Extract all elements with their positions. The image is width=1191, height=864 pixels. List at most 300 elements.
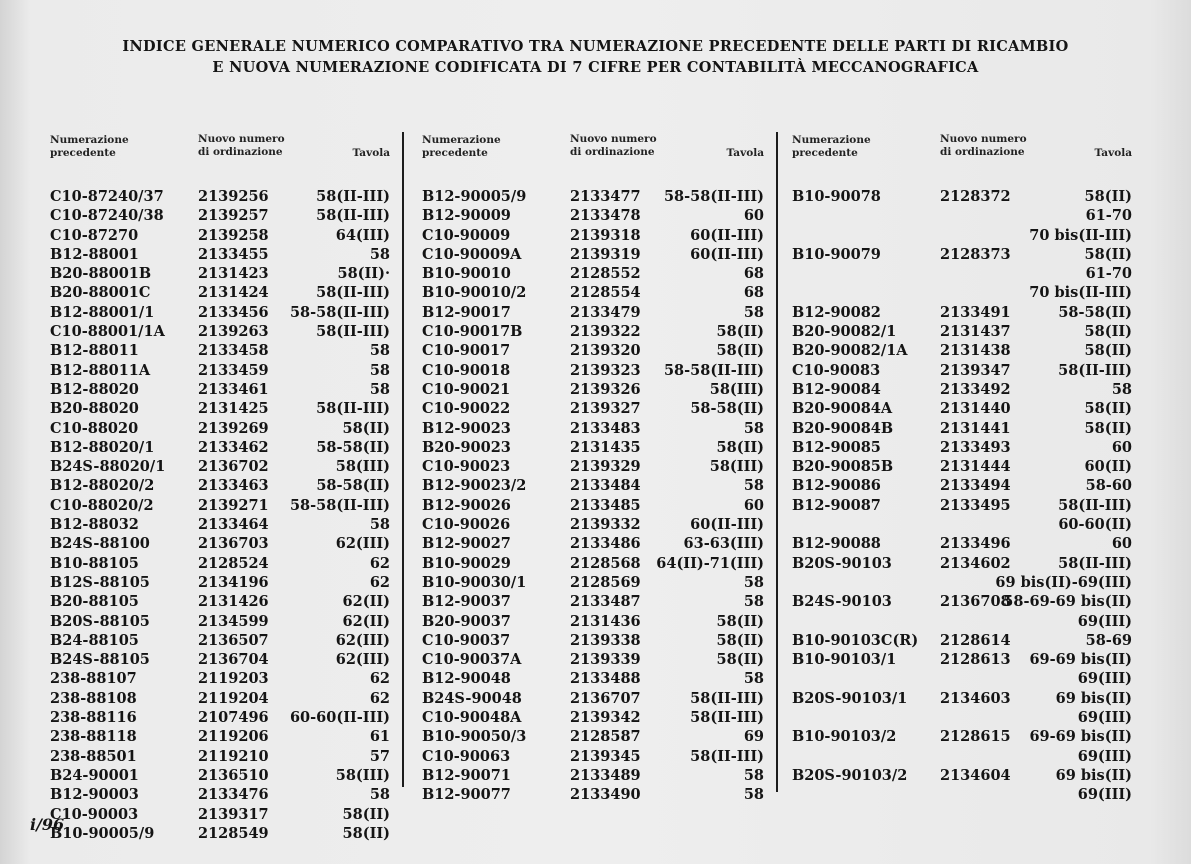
new-number-cell: 2128372 — [940, 188, 1011, 205]
table-reference-cell: 58 — [743, 477, 764, 495]
table-reference-cell: 58(II-III) — [690, 747, 764, 765]
table-reference-cell: 58-58(II-III) — [663, 361, 764, 379]
table-row — [422, 708, 764, 727]
table-reference-cell: 58-58(II) — [690, 400, 764, 418]
table-row — [50, 457, 390, 476]
new-number-cell: 2133485 — [570, 496, 641, 514]
table-row — [422, 631, 764, 650]
index-column-1 — [50, 130, 390, 842]
index-column-2 — [422, 130, 764, 804]
index-column-3 — [792, 130, 1132, 804]
table-row — [422, 438, 764, 457]
table-reference-cell: 64(II)-71(III) — [656, 554, 764, 572]
previous-number-cell: B12-90088 — [792, 535, 881, 553]
table-reference-cell: 58 — [743, 573, 764, 591]
table-row — [422, 322, 764, 341]
table-row — [50, 206, 390, 225]
table-reference-cell: 60 — [1111, 438, 1132, 456]
header-table: Tavola — [1094, 147, 1132, 159]
previous-number-cell: B12-90026 — [422, 496, 511, 514]
table-reference-cell: 58-58(II-III) — [289, 303, 390, 321]
previous-number-cell: B24S-88100 — [50, 535, 150, 553]
table-reference-cell: 58 — [369, 342, 390, 360]
table-row — [50, 303, 390, 322]
previous-number-cell: B10-90079 — [792, 245, 881, 263]
new-number-cell: 2107496 — [198, 709, 269, 727]
index-rows — [792, 187, 1132, 805]
new-number-cell: 2139263 — [198, 323, 269, 341]
new-number-cell: 2139322 — [570, 323, 641, 341]
previous-number-cell: B20S-90103/1 — [792, 689, 908, 707]
column-header — [792, 130, 1132, 170]
table-row — [792, 187, 1132, 206]
table-row — [792, 708, 1132, 727]
table-reference-cell: 58(II-III) — [316, 207, 390, 225]
table-reference-cell: 64(III) — [335, 226, 390, 244]
new-number-cell: 2128568 — [570, 554, 641, 572]
previous-number-cell: B24S-90103 — [792, 593, 892, 611]
table-row — [50, 399, 390, 418]
previous-number-cell: B12-90087 — [792, 496, 881, 514]
previous-number-cell: B10-90103/1 — [792, 651, 897, 669]
new-number-cell: 2119203 — [198, 670, 269, 688]
previous-number-cell: B10-90010 — [422, 265, 511, 283]
previous-number-cell: B20-90085B — [792, 458, 894, 476]
table-row — [50, 689, 390, 708]
table-row — [792, 283, 1132, 302]
header-new-number: Nuovo numero di ordinazione — [940, 133, 1027, 158]
table-reference-cell: 58(II) — [716, 651, 764, 669]
new-number-cell: 2133458 — [198, 342, 269, 360]
table-reference-cell: 58-58(II-III) — [289, 496, 390, 514]
previous-number-cell: B12-88001/1 — [50, 303, 155, 321]
table-reference-cell: 58(II)· — [337, 265, 390, 283]
table-reference-cell: 69(III) — [1077, 670, 1132, 688]
previous-number-cell: B10-90029 — [422, 554, 511, 572]
header-new-number: Nuovo numero di ordinazione — [198, 133, 285, 158]
previous-number-cell: B20S-90103/2 — [792, 766, 908, 784]
previous-number-cell: B12-88020/1 — [50, 438, 155, 456]
new-number-cell: 2139327 — [570, 400, 641, 418]
previous-number-cell: C10-88020/2 — [50, 496, 154, 514]
table-row — [422, 515, 764, 534]
table-reference-cell: 69 bis(II) — [1055, 689, 1132, 707]
table-row — [50, 573, 390, 592]
new-number-cell: 2136708 — [940, 593, 1011, 611]
previous-number-cell: B10-90103C(R) — [792, 631, 919, 649]
previous-number-cell: B20-88001C — [50, 284, 151, 302]
previous-number-cell: C10-87240/37 — [50, 188, 164, 205]
new-number-cell: 2139257 — [198, 207, 269, 225]
new-number-cell: 2128614 — [940, 631, 1011, 649]
new-number-cell: 2139347 — [940, 361, 1011, 379]
table-reference-cell: 58 — [369, 245, 390, 263]
table-row — [792, 515, 1132, 534]
previous-number-cell: B12-90077 — [422, 786, 511, 804]
table-row — [422, 766, 764, 785]
previous-number-cell: B12-88020 — [50, 380, 139, 398]
table-reference-cell: 58-58(II) — [316, 477, 390, 495]
previous-number-cell: B12-88011A — [50, 361, 151, 379]
table-row — [792, 650, 1132, 669]
table-row — [792, 438, 1132, 457]
new-number-cell: 2119204 — [198, 689, 269, 707]
table-reference-cell: 58 — [1111, 380, 1132, 398]
table-reference-cell: 62(II) — [342, 593, 390, 611]
previous-number-cell: B12-90037 — [422, 593, 511, 611]
previous-number-cell: B12-90071 — [422, 766, 511, 784]
new-number-cell: 2128554 — [570, 284, 641, 302]
column-header — [50, 130, 390, 170]
table-reference-cell: 63-63(III) — [683, 535, 764, 553]
table-reference-cell: 58(II) — [716, 631, 764, 649]
table-reference-cell: 60(II-III) — [690, 516, 764, 534]
new-number-cell: 2136703 — [198, 535, 269, 553]
table-row — [50, 592, 390, 611]
new-number-cell: 2133488 — [570, 670, 641, 688]
new-number-cell: 2128524 — [198, 554, 269, 572]
table-row — [792, 669, 1132, 688]
column-divider — [402, 132, 404, 787]
header-previous-number: Numerazione precedente — [422, 134, 501, 159]
new-number-cell: 2134603 — [940, 689, 1011, 707]
new-number-cell: 2128587 — [570, 728, 641, 746]
table-row — [50, 515, 390, 534]
new-number-cell: 2133487 — [570, 593, 641, 611]
previous-number-cell: C10-90017B — [422, 323, 523, 341]
table-row — [50, 554, 390, 573]
previous-number-cell: B12-88011 — [50, 342, 139, 360]
table-row — [50, 708, 390, 727]
table-reference-cell: 61-70 — [1085, 265, 1132, 283]
new-number-cell: 2133477 — [570, 188, 641, 205]
table-row — [422, 612, 764, 631]
previous-number-cell: C10-88001/1A — [50, 323, 165, 341]
table-row — [792, 612, 1132, 631]
new-number-cell: 2131426 — [198, 593, 269, 611]
table-row — [50, 534, 390, 553]
table-row — [792, 264, 1132, 283]
previous-number-cell: C10-90021 — [422, 380, 511, 398]
previous-number-cell: C10-90037 — [422, 631, 511, 649]
table-reference-cell: 60(II) — [1084, 458, 1132, 476]
table-reference-cell: 62(II) — [342, 612, 390, 630]
table-row — [50, 612, 390, 631]
table-row — [422, 226, 764, 245]
page-number: i/96 — [30, 815, 65, 834]
table-row — [792, 747, 1132, 766]
new-number-cell: 2119206 — [198, 728, 269, 746]
new-number-cell: 2139345 — [570, 747, 641, 765]
previous-number-cell: B20-90084B — [792, 419, 894, 437]
previous-number-cell: B20-90037 — [422, 612, 511, 630]
new-number-cell: 2136510 — [198, 766, 269, 784]
new-number-cell: 2128569 — [570, 573, 641, 591]
table-reference-cell: 58-60 — [1085, 477, 1132, 495]
new-number-cell: 2133494 — [940, 477, 1011, 495]
new-number-cell: 2133478 — [570, 207, 641, 225]
new-number-cell: 2133464 — [198, 516, 269, 534]
previous-number-cell: 238-88118 — [50, 728, 137, 746]
table-row — [422, 341, 764, 360]
page-title — [0, 36, 1191, 78]
table-reference-cell: 68 — [743, 284, 764, 302]
previous-number-cell: B12-90023/2 — [422, 477, 527, 495]
table-row — [50, 766, 390, 785]
table-row — [792, 361, 1132, 380]
table-reference-cell: 62(III) — [335, 631, 390, 649]
new-number-cell: 2133495 — [940, 496, 1011, 514]
table-reference-cell: 58 — [743, 766, 764, 784]
table-reference-cell: 62 — [369, 670, 390, 688]
new-number-cell: 2139338 — [570, 631, 641, 649]
table-reference-cell: 58 — [743, 670, 764, 688]
previous-number-cell: 238-88501 — [50, 747, 137, 765]
title-line-2: E NUOVA NUMERAZIONE CODIFICATA DI 7 CIFRE PER CONTABILITÀ MECCANOGRAFICA — [212, 59, 979, 76]
table-row — [422, 380, 764, 399]
table-reference-cell: 58(II-III) — [1058, 554, 1132, 572]
table-row — [422, 264, 764, 283]
table-row — [50, 805, 390, 824]
new-number-cell: 2133486 — [570, 535, 641, 553]
previous-number-cell: C10-90022 — [422, 400, 511, 418]
previous-number-cell: B24S-90048 — [422, 689, 522, 707]
new-number-cell: 2119210 — [198, 747, 269, 765]
table-row — [50, 747, 390, 766]
previous-number-cell: B10-88105 — [50, 554, 139, 572]
new-number-cell: 2128615 — [940, 728, 1011, 746]
table-reference-cell: 58(II) — [1084, 188, 1132, 205]
table-reference-cell: 58-58(II-III) — [663, 188, 764, 205]
previous-number-cell: 238-88108 — [50, 689, 137, 707]
table-reference-cell: 58(II) — [342, 805, 390, 823]
previous-number-cell: B20-90082/1 — [792, 323, 897, 341]
table-row — [792, 419, 1132, 438]
table-reference-cell: 58 — [743, 786, 764, 804]
previous-number-cell: B12-90017 — [422, 303, 511, 321]
table-row — [50, 245, 390, 264]
previous-number-cell: C10-90037A — [422, 651, 522, 669]
previous-number-cell: B12-90005/9 — [422, 188, 527, 205]
table-row — [792, 689, 1132, 708]
table-reference-cell: 58(II-III) — [1058, 361, 1132, 379]
table-reference-cell: 58(II) — [342, 824, 390, 842]
table-reference-cell: 70 bis(II-III) — [1029, 284, 1132, 302]
previous-number-cell: C10-87270 — [50, 226, 139, 244]
previous-number-cell: B24-88105 — [50, 631, 139, 649]
previous-number-cell: B24S-88105 — [50, 651, 150, 669]
new-number-cell: 2128613 — [940, 651, 1011, 669]
previous-number-cell: B10-90050/3 — [422, 728, 527, 746]
table-reference-cell: 69-69 bis(II) — [1029, 728, 1132, 746]
table-reference-cell: 58(II) — [1084, 245, 1132, 263]
table-reference-cell: 69 — [743, 728, 764, 746]
previous-number-cell: B20S-90103 — [792, 554, 892, 572]
table-row — [792, 457, 1132, 476]
new-number-cell: 2136507 — [198, 631, 269, 649]
table-row — [422, 727, 764, 746]
new-number-cell: 2131444 — [940, 458, 1011, 476]
header-table: Tavola — [352, 147, 390, 159]
table-reference-cell: 58(II) — [1084, 342, 1132, 360]
table-row — [422, 785, 764, 804]
column-divider — [776, 132, 778, 792]
table-reference-cell: 58(II) — [342, 419, 390, 437]
table-reference-cell: 58 — [743, 419, 764, 437]
header-previous-number: Numerazione precedente — [792, 134, 871, 159]
table-row — [50, 824, 390, 843]
table-row — [422, 573, 764, 592]
table-row — [792, 573, 1132, 592]
new-number-cell: 2133492 — [940, 380, 1011, 398]
table-reference-cell: 58(II-III) — [1058, 496, 1132, 514]
table-reference-cell: 60-60(II-III) — [289, 709, 390, 727]
table-reference-cell: 68 — [743, 265, 764, 283]
table-reference-cell: 62 — [369, 573, 390, 591]
table-reference-cell: 61 — [369, 728, 390, 746]
previous-number-cell: C10-88020 — [50, 419, 139, 437]
table-row — [50, 631, 390, 650]
table-row — [422, 399, 764, 418]
new-number-cell: 2133456 — [198, 303, 269, 321]
previous-number-cell: B10-90030/1 — [422, 573, 527, 591]
table-row — [792, 399, 1132, 418]
table-row — [50, 476, 390, 495]
previous-number-cell: B12-88020/2 — [50, 477, 155, 495]
table-row — [792, 554, 1132, 573]
table-reference-cell: 69 bis(II) — [1055, 766, 1132, 784]
previous-number-cell: B12-90086 — [792, 477, 881, 495]
previous-number-cell: B20-90082/1A — [792, 342, 908, 360]
new-number-cell: 2134196 — [198, 573, 269, 591]
new-number-cell: 2133479 — [570, 303, 641, 321]
previous-number-cell: B12-90003 — [50, 786, 139, 804]
table-row — [422, 457, 764, 476]
previous-number-cell: B12-88032 — [50, 516, 139, 534]
new-number-cell: 2128549 — [198, 824, 269, 842]
table-row — [50, 283, 390, 302]
new-number-cell: 2139317 — [198, 805, 269, 823]
previous-number-cell: B12-90082 — [792, 303, 881, 321]
new-number-cell: 2139339 — [570, 651, 641, 669]
table-reference-cell: 58(II) — [1084, 419, 1132, 437]
table-row — [422, 592, 764, 611]
table-reference-cell: 58-69 — [1085, 631, 1132, 649]
header-previous-number: Numerazione precedente — [50, 134, 129, 159]
new-number-cell: 2133490 — [570, 786, 641, 804]
new-number-cell: 2133459 — [198, 361, 269, 379]
new-number-cell: 2133455 — [198, 245, 269, 263]
table-row — [792, 245, 1132, 264]
new-number-cell: 2131423 — [198, 265, 269, 283]
table-reference-cell: 69(III) — [1077, 709, 1132, 727]
new-number-cell: 2139323 — [570, 361, 641, 379]
table-row — [422, 206, 764, 225]
table-reference-cell: 60(II-III) — [690, 245, 764, 263]
previous-number-cell: C10-90017 — [422, 342, 511, 360]
previous-number-cell: C10-90083 — [792, 361, 881, 379]
previous-number-cell: B10-90103/2 — [792, 728, 897, 746]
table-reference-cell: 58 — [743, 303, 764, 321]
table-reference-cell: 58(II-III) — [316, 284, 390, 302]
table-reference-cell: 58(II) — [1084, 400, 1132, 418]
table-reference-cell: 60 — [1111, 535, 1132, 553]
new-number-cell: 2128552 — [570, 265, 641, 283]
table-reference-cell: 58(II) — [716, 342, 764, 360]
new-number-cell: 2134602 — [940, 554, 1011, 572]
previous-number-cell: B12-90084 — [792, 380, 881, 398]
table-row — [50, 669, 390, 688]
table-row — [422, 689, 764, 708]
new-number-cell: 2131435 — [570, 438, 641, 456]
table-row — [792, 226, 1132, 245]
table-reference-cell: 58(II) — [716, 612, 764, 630]
new-number-cell: 2133496 — [940, 535, 1011, 553]
new-number-cell: 2133489 — [570, 766, 641, 784]
new-number-cell: 2133461 — [198, 380, 269, 398]
new-number-cell: 2139329 — [570, 458, 641, 476]
new-number-cell: 2131441 — [940, 419, 1011, 437]
table-reference-cell: 69 bis(II)-69(III) — [995, 573, 1132, 591]
table-reference-cell: 58(II) — [1084, 323, 1132, 341]
new-number-cell: 2139318 — [570, 226, 641, 244]
table-row — [422, 283, 764, 302]
table-reference-cell: 58-58(II) — [316, 438, 390, 456]
title-line-1: INDICE GENERALE NUMERICO COMPARATIVO TRA NUMERAZIONE PRECEDENTE DELLE PARTI DI RICAMBIO — [122, 38, 1069, 55]
table-row — [50, 226, 390, 245]
table-row — [792, 380, 1132, 399]
table-reference-cell: 58-58(II) — [1058, 303, 1132, 321]
previous-number-cell: B10-90010/2 — [422, 284, 527, 302]
new-number-cell: 2133491 — [940, 303, 1011, 321]
table-row — [422, 496, 764, 515]
previous-number-cell: 238-88107 — [50, 670, 137, 688]
previous-number-cell: B12-90027 — [422, 535, 511, 553]
table-row — [50, 438, 390, 457]
table-row — [422, 650, 764, 669]
table-row — [792, 631, 1132, 650]
table-reference-cell: 58(II-III) — [316, 400, 390, 418]
table-reference-cell: 60(II-III) — [690, 226, 764, 244]
table-reference-cell: 69(III) — [1077, 747, 1132, 765]
table-row — [50, 650, 390, 669]
table-row — [792, 476, 1132, 495]
table-row — [50, 785, 390, 804]
table-reference-cell: 58 — [369, 361, 390, 379]
previous-number-cell: B20-90023 — [422, 438, 511, 456]
previous-number-cell: B10-90005/9 — [50, 824, 155, 842]
table-row — [792, 206, 1132, 225]
table-row — [422, 534, 764, 553]
new-number-cell: 2139269 — [198, 419, 269, 437]
table-row — [792, 534, 1132, 553]
table-reference-cell: 58(II-III) — [690, 709, 764, 727]
table-row — [792, 592, 1132, 611]
table-reference-cell: 58 — [369, 380, 390, 398]
table-row — [792, 496, 1132, 515]
table-reference-cell: 58(III) — [335, 458, 390, 476]
previous-number-cell: C10-90023 — [422, 458, 511, 476]
previous-number-cell: B12-90023 — [422, 419, 511, 437]
previous-number-cell: C10-90048A — [422, 709, 522, 727]
new-number-cell: 2139342 — [570, 709, 641, 727]
new-number-cell: 2139256 — [198, 188, 269, 205]
new-number-cell: 2134599 — [198, 612, 269, 630]
new-number-cell: 2133484 — [570, 477, 641, 495]
table-row — [422, 187, 764, 206]
table-reference-cell: 60 — [743, 496, 764, 514]
new-number-cell: 2134604 — [940, 766, 1011, 784]
